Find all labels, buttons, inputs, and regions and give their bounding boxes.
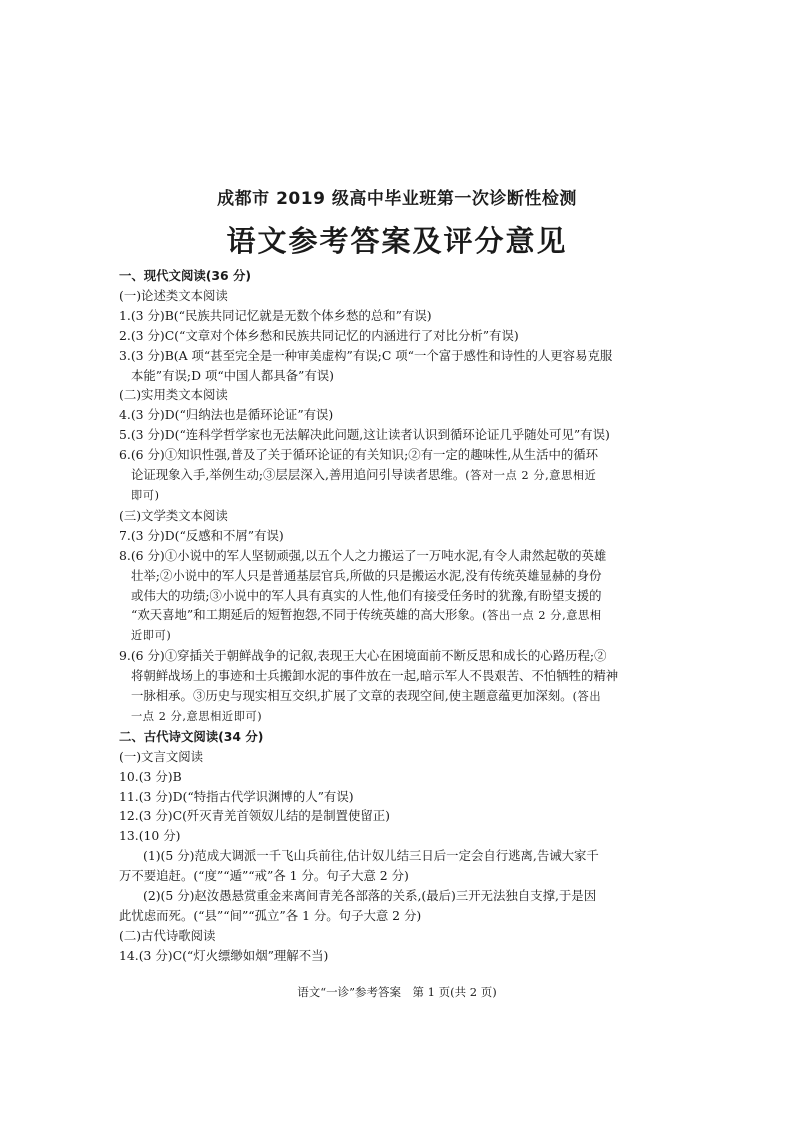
answer-line: 将朝鲜战场上的事迹和士兵搬卸水泥的事件放在一起,暗示军人不畏艰苦、不怕牺牲的精神 xyxy=(131,668,619,684)
answer-line: 11.(3 分)D(“特指古代学识渊博的人”有误) xyxy=(119,788,354,804)
answer-line: 5.(3 分)D(“连科学哲学家也无法解决此问题,这让读者认识到循环论证几乎随处可见”有误) xyxy=(119,427,610,443)
answer-line: 2.(3 分)C(“文章对个体乡愁和民族共同记忆的内涵进行了对比分析”有误) xyxy=(119,327,519,343)
subsection-heading: (一)论述类文本阅读 xyxy=(119,287,228,303)
answer-line: 1.(3 分)B(“民族共同记忆就是无数个体乡愁的总和”有误) xyxy=(119,307,432,323)
scoring-note: 即可) xyxy=(131,488,160,502)
answer-line: 万不要追赶。(“度”“遁”“戒”各 1 分。句子大意 2 分) xyxy=(119,868,409,884)
answer-line: 10.(3 分)B xyxy=(119,768,182,784)
answer-text: “欢天喜地”和工期延后的短暂抱怨,不同于传统英雄的高大形象。 xyxy=(131,607,483,623)
answer-line xyxy=(119,686,679,707)
answer-line: 14.(3 分)C(“灯火缥缈如烟”理解不当) xyxy=(119,947,329,963)
answer-line: 9.(6 分)①穿插关于朝鲜战争的记叙,表现王大心在困境面前不断反思和成长的心路历程;② xyxy=(119,648,607,664)
answer-line: 7.(3 分)D(“反感和不屑”有误) xyxy=(119,527,284,543)
answer-line: 4.(3 分)D(“归纳法也是循环论证”有误) xyxy=(119,407,334,423)
scoring-note: 一点 2 分,意思相近即可) xyxy=(131,709,263,723)
scoring-note: (答出一点 2 分,意思相 xyxy=(482,609,602,623)
exam-title: 成都市 2019 级高中毕业班第一次诊断性检测 xyxy=(217,189,577,209)
answer-line: 13.(10 分) xyxy=(119,828,181,844)
scoring-note: 近即可) xyxy=(131,629,172,643)
answer-text: 论证现象入手,举例生动;③层层深入,善用追问引导读者思维。 xyxy=(131,467,466,483)
answer-line: 12.(3 分)C(歼灭青羌首领奴儿结的是制置使留正) xyxy=(119,808,390,824)
section-heading-classical-reading: 二、古代诗文阅读(34 分) xyxy=(119,728,264,744)
answer-line: (2)(5 分)赵汝愚悬赏重金来离间青羌各部落的关系,(最后)三开无法独自支撑,于是因 xyxy=(143,888,597,904)
answer-line: (1)(5 分)范成大调派一千飞山兵前往,估计奴儿结三日后一定会自行逃离,告诫大家千 xyxy=(143,848,599,864)
answer-content xyxy=(119,266,679,966)
subsection-heading: (一)文言文阅读 xyxy=(119,748,204,764)
scoring-note: (答对一点 2 分,意思相近 xyxy=(465,469,597,483)
answer-line: 或伟大的功绩;③小说中的军人具有真实的人性,他们有接受任务时的犹豫,有盼望支援的 xyxy=(131,587,602,603)
scoring-note: (答出 xyxy=(572,690,602,704)
answer-line: 此忧虑而死。(“县”“间”“孤立”各 1 分。句子大意 2 分) xyxy=(119,908,422,923)
subsection-heading: (二)古代诗歌阅读 xyxy=(119,927,216,943)
document-title: 语文参考答案及评分意见 xyxy=(226,224,568,258)
answer-line: 本能”有误;D 项“中国人都具备”有误) xyxy=(131,367,334,383)
subsection-heading: (二)实用类文本阅读 xyxy=(119,387,228,403)
answer-line: 6.(6 分)①知识性强,普及了关于循环论证的有关知识;②有一定的趣味性,从生活中的循环 xyxy=(119,447,599,463)
answer-line xyxy=(119,605,679,626)
page-footer: 语文“一诊”参考答案 第 1 页(共 2 页) xyxy=(297,985,497,999)
answer-line: 8.(6 分)①小说中的军人坚韧顽强,以五个人之力搬运了一万吨水泥,有令人肃然起敬的英雄 xyxy=(119,547,607,563)
answer-line: 3.(3 分)B(A 项“甚至完全是一种审美虚构”有误;C 项“一个富于感性和诗性的人更容易克服 xyxy=(119,347,613,363)
answer-line: 壮举;②小说中的军人只是普通基层官兵,所做的只是搬运水泥,没有传统英雄显赫的身份 xyxy=(131,567,602,583)
subsection-heading: (三)文学类文本阅读 xyxy=(119,507,228,523)
answer-line xyxy=(119,465,679,486)
answer-text: 一脉相承。③历史与现实相互交织,扩展了文章的表现空间,使主题意蕴更加深刻。 xyxy=(131,688,573,704)
section-heading-modern-reading: 一、现代文阅读(36 分) xyxy=(119,268,252,283)
